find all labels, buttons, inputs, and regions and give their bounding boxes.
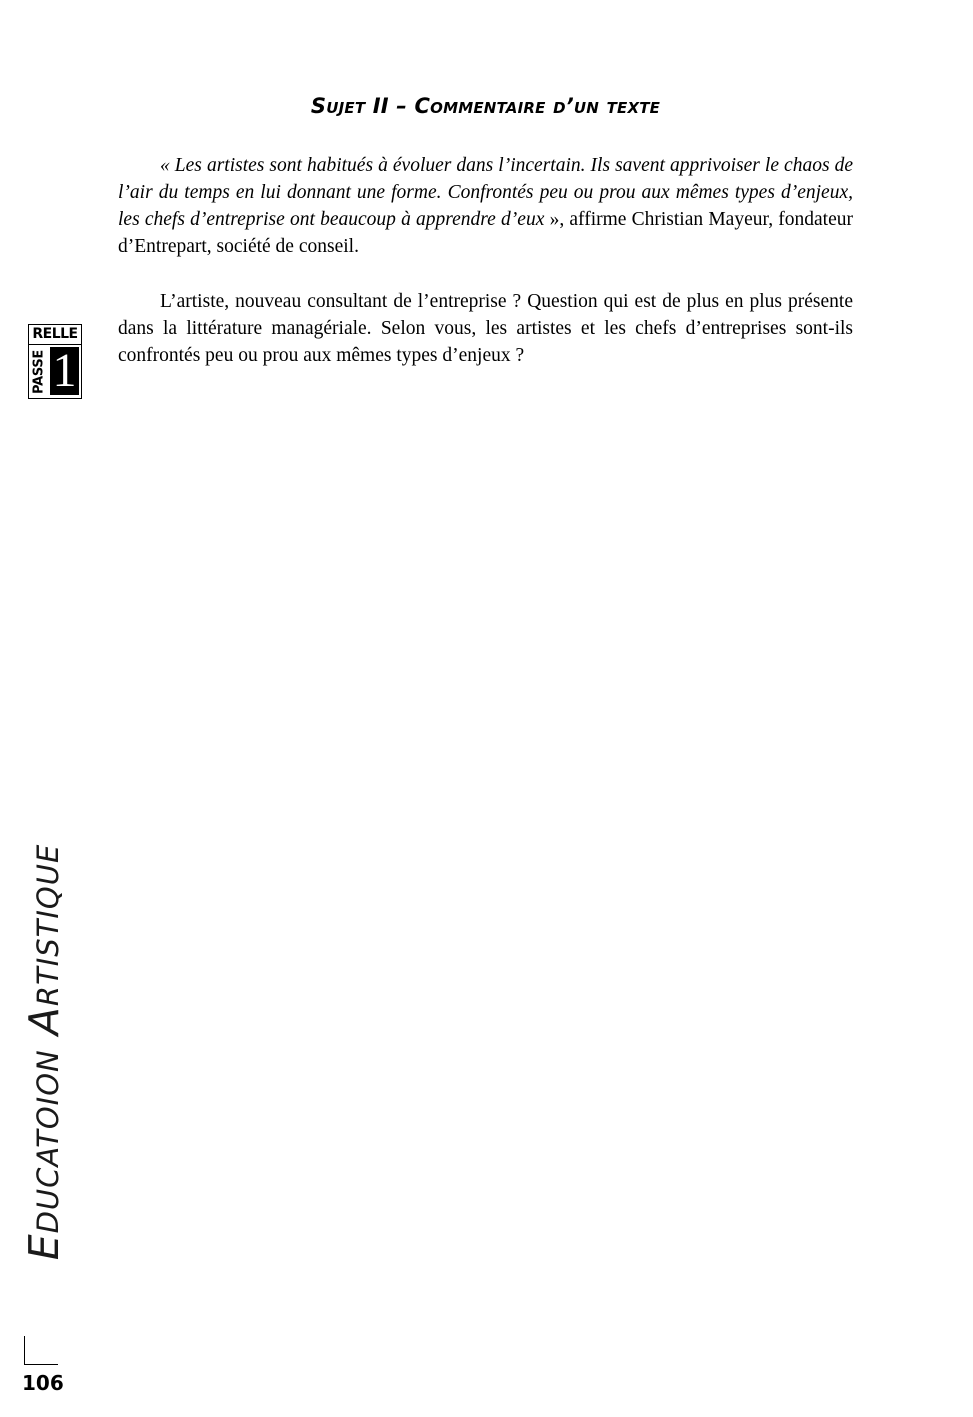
corner-rule <box>24 1336 58 1365</box>
logo-side-text: PASSE <box>31 349 47 394</box>
logo-number: 1 <box>50 347 79 395</box>
logo-side-text-wrapper <box>30 346 48 397</box>
quote-text: « Les artistes sont habitués à évoluer dans l’incertain. Ils savent apprivoiser le chaos de l’air du temps en lui donnant une forme. Confrontés peu ou prou aux mêmes types d’enjeux, les chefs d’entreprise ont beaucoup à apprendre d’eux <box>118 155 853 230</box>
page-number: 106 <box>22 1371 64 1395</box>
question-paragraph: L’artiste, nouveau consultant de l’entreprise ? Question qui est de plus en plus présente dans la littérature managériale. Selon vous, les artistes et les chefs d’entreprises sont-ils confrontés peu ou prou aux mêmes types d’enjeux ? <box>118 291 853 366</box>
logo-top-text: RELLE <box>29 325 81 345</box>
passerelle-logo <box>28 324 82 399</box>
quote-attribution: », affirme Christian Mayeur, fondateur d’Entrepart, société de conseil. <box>118 209 853 257</box>
vertical-section-title: Educatoion Artistique <box>20 843 68 1261</box>
quote-paragraph <box>118 152 853 260</box>
section-heading: Sujet II – Commentaire d’un texte <box>310 94 661 118</box>
